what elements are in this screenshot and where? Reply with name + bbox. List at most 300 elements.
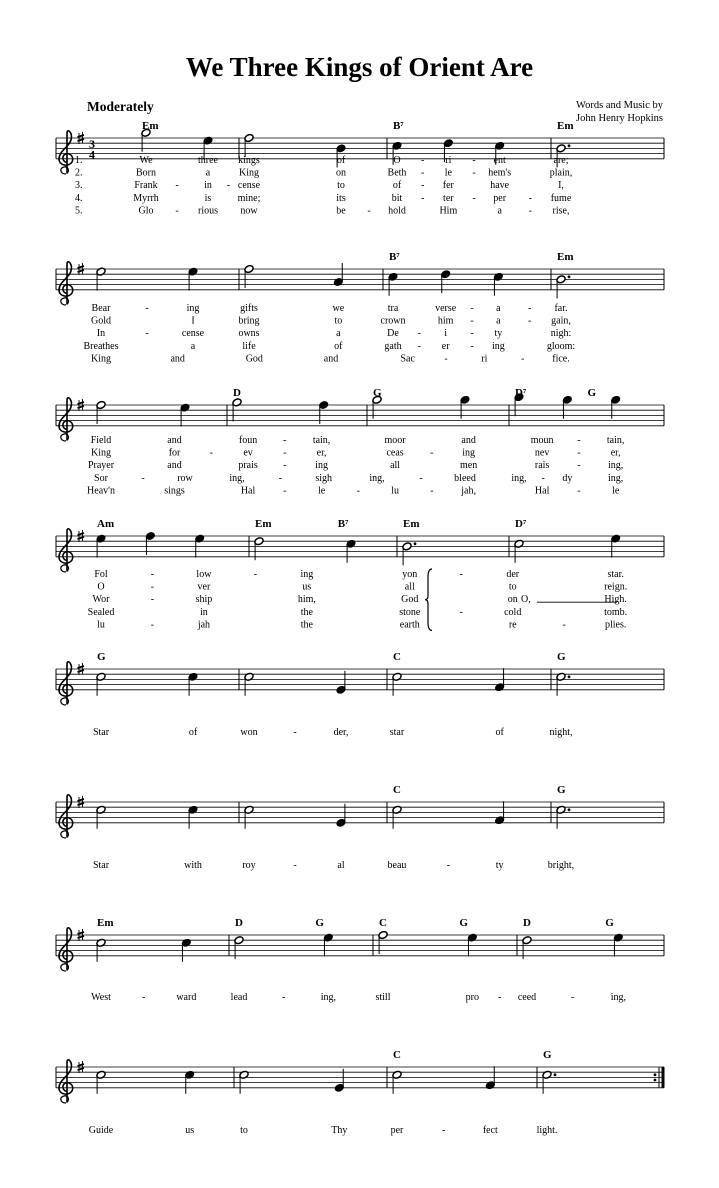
dot [554,1073,557,1076]
note [346,539,356,563]
lyric-syllable: rais [534,460,550,472]
staff-system [56,784,664,871]
chord-symbol: G [373,387,382,399]
chord-symbol: Em [557,251,574,263]
chord-symbol: B⁷ [337,518,349,530]
staff-system [56,387,664,496]
lyric-syllable: bit [391,192,403,204]
lyric-syllable: bright, [547,860,575,871]
note [232,398,242,422]
lyric-syllable: a [497,205,502,217]
lyric-hyphen: - [570,992,575,1003]
lyric-syllable: moor [384,435,406,446]
lyric-syllable: bring [238,315,260,327]
note [181,938,191,962]
lyric-syllable: ty [494,328,503,340]
note [96,672,106,696]
lyric-syllable: King [239,167,259,179]
lyric-syllable: King [91,353,111,365]
sharp-bar [78,799,85,801]
lyric-syllable: ing, [511,472,527,484]
sharp-bar [78,533,85,535]
lyric-syllable: rious [198,205,218,217]
staff-system [56,251,664,364]
lyric-hyphen: - [145,328,149,340]
lyric-syllable: won [240,727,258,738]
lyric-syllable: Star [92,860,110,871]
note [244,672,254,696]
chord-symbol: B⁷ [389,251,400,263]
lyric-syllable: sings [164,485,185,497]
lyric-syllable: of [188,727,198,738]
lyric-syllable: ing [186,303,200,314]
lyric-hyphen: - [419,472,423,484]
repeat-dot [654,1073,657,1076]
lyric-syllable: nev [534,447,550,459]
chord-symbol: D [235,917,243,929]
lyric-syllable: mine; [237,192,261,204]
lyric-hyphen: - [145,303,149,314]
staff-system [56,651,664,738]
lyric-syllable: Hal [240,485,256,497]
lyric-hyphen: - [470,315,474,327]
chord-symbol: Em [97,917,114,929]
lyric-syllable: le [444,167,452,179]
chord-symbol: D⁷ [515,387,527,399]
note [96,534,106,558]
lyric-syllable: le [317,485,326,497]
lyric-syllable: O [97,581,105,593]
lyric-syllable: De [387,328,399,340]
lyric-hyphen: - [577,447,581,459]
lyric-syllable: pro [465,992,480,1003]
lyric-syllable: We [139,155,153,166]
lyric-syllable: be [336,205,346,217]
sharp-bar [78,135,85,137]
lyric-syllable: in [200,606,208,618]
lyric-hyphen: - [175,180,179,192]
lyric-syllable: on [336,167,346,179]
note [188,672,198,696]
lyric-syllable: In [96,328,106,340]
verse-number: 1. [75,155,83,166]
lyric-syllable: cold [504,606,522,618]
lyric-hyphen: - [150,594,155,606]
lyric-syllable: we [332,303,345,314]
lyric-syllable: Born [136,167,156,179]
note [467,933,477,957]
chord-symbol: Em [557,120,574,132]
lyric-syllable: to [240,1125,248,1136]
time-sig-bottom: 4 [89,147,95,162]
chord-symbol: G [543,1049,552,1061]
lyric-syllable: Fol [94,569,108,580]
lyric-hyphen: - [150,581,155,593]
chord-symbol: G [557,651,566,663]
lyric-syllable: nigh: [550,328,572,340]
lyric-syllable: Gold [91,315,111,327]
lyric-hyphen: - [226,180,231,192]
lyric-syllable: in [204,180,212,192]
lyric-hyphen: - [441,1125,446,1136]
lyric-syllable: earth [399,619,420,631]
lyric-hyphen: - [430,485,434,497]
lyric-hyphen: - [141,472,145,484]
lyric-syllable: cense [237,180,261,192]
lyric-syllable: King [91,447,111,459]
time-sig-top: 3 [89,137,95,151]
lyric-syllable: Myrrh [133,192,159,204]
lyric-syllable: West [91,992,111,1003]
lyric-syllable: fer [442,180,454,192]
lyric-syllable: of [495,727,504,738]
lyric-syllable: to [337,180,345,192]
final-barline [662,1067,665,1088]
lyric-syllable: gath [384,340,402,352]
lyric-syllable: tain, [606,435,625,446]
dot [568,275,571,278]
lyric-syllable: Star [92,727,110,738]
note [194,534,204,558]
lyric-syllable: us [185,1125,195,1136]
lyric-syllable: ing, [608,472,624,484]
lyric-syllable: to [334,315,343,327]
lyric-syllable: row [177,472,193,484]
lyric-syllable: God [245,353,263,365]
lyric-syllable: gain, [551,315,571,327]
lyric-syllable: life [242,340,256,352]
lyric-syllable: night, [549,727,573,738]
lyric-syllable: Sor [94,472,108,484]
repeat-dot [654,1079,657,1082]
lyric-syllable: er, [610,447,621,459]
note [323,933,333,957]
lyric-syllable: ceed [517,992,537,1003]
lyric-syllable: him, [297,594,316,606]
note [388,272,398,296]
chord-symbol: D [233,387,241,399]
lyric-syllable: ver [197,581,211,593]
chord-symbol: B⁷ [393,120,404,132]
chord-symbol: G [605,917,614,929]
chord-symbol: Em [403,518,420,530]
song-title: We Three Kings of Orient Are [185,52,534,82]
lyric-syllable: ri [445,155,452,166]
lyric-hyphen: - [528,205,533,217]
lyric-syllable: fect [482,1125,498,1136]
dot [414,542,417,545]
lyric-syllable: sigh [315,472,333,484]
lyric-syllable: us [302,581,312,593]
lyric-syllable: Sac [400,353,415,365]
lyric-hyphen: - [150,619,155,631]
lyric-syllable: fume [550,192,572,204]
lyric-syllable: of [392,180,402,192]
lyric-syllable: its [336,192,346,204]
lyric-syllable: yon [402,569,418,580]
lyric-syllable: ter [443,192,454,204]
lyric-syllable: have [490,180,510,192]
lyric-hyphen: - [472,192,476,204]
lyric-syllable: High. [604,594,627,606]
chord-symbol: G [557,784,566,796]
lyric-syllable: ent [493,155,506,166]
lyric-syllable: reign. [604,581,628,593]
verse-number: 2. [75,167,83,179]
lyric-hyphen: - [577,460,581,472]
lyric-syllable: with [184,860,202,871]
lyric-syllable: lu [97,619,105,631]
lyric-syllable: er, [316,447,327,459]
lyric-syllable: of [334,340,343,352]
lyric-hyphen: - [446,860,451,871]
lyric-syllable: roy [242,860,256,871]
lyric-hyphen: - [459,606,463,618]
lyric-syllable: ing [315,460,328,472]
lyric-syllable: ing [462,447,476,459]
lyric-hyphen: - [283,447,287,459]
chord-symbol: Am [97,518,115,530]
lyric-syllable: ing, [610,992,626,1003]
lyric-hyphen: - [367,205,371,217]
chord-symbol: C [393,651,401,663]
staff-system [56,518,664,630]
lyric-hyphen: - [175,205,179,217]
lyric-syllable: to [508,581,517,593]
lyric-syllable: bleed [454,472,476,484]
lyric-syllable: jah, [461,485,476,497]
lyric-hyphen: - [520,353,525,365]
note [494,668,504,692]
lyric-hyphen: - [541,472,545,484]
lyric-syllable: a [336,328,341,340]
note [239,1070,249,1094]
lyric-syllable: star. [607,569,624,580]
lyric-syllable: per [390,1125,404,1136]
sharp-bar [78,1064,85,1066]
lyric-syllable: the [300,606,313,618]
dot [568,144,571,147]
lyric-hyphen: - [528,192,533,204]
lyric-hyphen: - [283,435,287,446]
note [96,267,106,291]
lyric-hyphen: - [281,992,286,1003]
lyric-syllable: Field [90,435,112,446]
tempo-marking: Moderately [87,99,154,114]
lyric-hyphen: - [209,447,213,459]
lyric-syllable: low [196,569,212,580]
lyric-syllable: al [337,860,345,871]
lyric-syllable: Frank [134,180,158,192]
sharp-bar [78,932,85,934]
lyric-hyphen: - [253,569,258,580]
lyric-syllable: a [496,315,501,327]
note [542,1070,557,1094]
lyric-hyphen: - [577,485,581,497]
lyric-syllable: on [507,594,518,606]
verse-bracket [425,569,432,630]
verse-number: 4. [75,192,83,204]
lyric-hyphen: - [417,340,422,352]
chord-symbol: Em [142,120,159,132]
lyric-hyphen: - [420,192,425,204]
lyric-syllable: ceas [386,447,404,459]
note [392,672,402,696]
sharp-bar [78,406,85,408]
lyric-syllable: moun [530,435,554,446]
sharp-bar [78,670,85,672]
note [494,801,504,825]
lyric-syllable: ing [491,340,505,352]
lyric-syllable: is [204,192,212,204]
note [556,672,571,696]
lyric-syllable: crown [380,315,406,327]
lyric-syllable: hem's [488,167,512,179]
lyric-syllable: er [441,340,450,352]
lyric-syllable: the [300,619,313,631]
lyric-hyphen: - [459,569,463,580]
note [402,542,417,566]
lyric-syllable: ing, [369,472,385,484]
lyric-syllable: dy [562,472,573,484]
refrain-word: O, [521,594,531,606]
lyric-hyphen: - [150,569,155,580]
lyric-syllable: Guide [88,1125,114,1136]
sharp-bar [78,402,85,404]
lyric-hyphen: - [472,167,476,179]
sharp-bar [78,936,85,938]
lyric-syllable: per [493,192,507,204]
lyric-syllable: Beth [387,167,407,179]
lyric-syllable: I [191,315,195,327]
lyric-syllable: a [496,303,501,314]
sharp-bar [78,537,85,539]
staff-system [56,120,664,216]
chord-symbol: G [459,917,468,929]
lyric-syllable: ty [495,860,504,871]
lyric-syllable: far. [554,303,568,314]
note [514,539,524,563]
note [96,938,106,962]
lyric-syllable: lu [391,485,399,497]
lyric-syllable: all [390,460,401,472]
lyric-hyphen: - [470,340,474,352]
lyric-syllable: star [389,727,405,738]
lyric-syllable: a [205,167,211,179]
note [333,263,343,287]
chord-symbol: C [393,1049,401,1061]
note [556,805,571,829]
lyric-hyphen: - [420,155,425,166]
verse-number: 3. [75,180,83,192]
lyric-syllable: hold [388,205,406,217]
lyric-syllable: verse [435,303,457,314]
chord-symbol: D [523,917,531,929]
lyric-hyphen: - [278,472,283,484]
lyric-syllable: fice. [552,353,570,365]
lyric-syllable: tain, [312,435,331,446]
lyric-hyphen: - [141,992,146,1003]
lyric-hyphen: - [430,447,434,459]
lyric-syllable: ev [243,447,253,459]
note [613,933,623,957]
lyric-syllable: rise, [552,205,570,217]
lyric-syllable: ing [300,569,314,580]
lyric-syllable: O [393,155,401,166]
lyric-syllable: ri [481,353,488,365]
chord-symbol: C [393,784,401,796]
note [392,1070,402,1094]
lyric-syllable: cense [181,328,205,340]
note [188,267,198,291]
chord-symbol: G [97,651,106,663]
note [180,403,190,427]
lyric-syllable: tomb. [604,606,628,618]
lyric-syllable: God [401,594,419,606]
lyric-syllable: Heav'n [87,485,115,497]
note [96,805,106,829]
lyric-syllable: Thy [331,1125,348,1136]
note [188,805,198,829]
sharp-bar [78,266,85,268]
time-signature [89,137,95,162]
lyric-syllable: three [198,155,218,166]
sharp-bar [78,1068,85,1070]
note [96,1070,106,1094]
lyric-hyphen: - [417,328,422,340]
lyric-syllable: ing, [229,472,245,484]
lyric-syllable: der, [333,727,349,738]
lyric-syllable: now [240,205,258,217]
lyric-syllable: tra [387,303,399,314]
chord-symbol: G [587,387,597,399]
lyric-syllable: le [612,485,620,497]
note [392,805,402,829]
sharp-bar [78,803,85,805]
credit-line-1: Words and Music by [576,100,663,111]
lyric-syllable: Him [439,205,458,217]
staff-system [56,917,664,1003]
note [493,272,503,296]
lyric-syllable: and [167,460,182,472]
lyric-syllable: all [404,581,415,593]
note [556,275,571,299]
lyric-syllable: plain, [549,167,573,179]
lyric-syllable: foun [238,435,258,446]
credit-line-2: John Henry Hopkins [576,113,663,124]
sharp-bar [78,139,85,141]
note [244,805,254,829]
lyric-syllable: of [336,155,346,166]
lyric-syllable: Bear [91,303,111,314]
dot [568,808,571,811]
dot [568,675,571,678]
lyric-hyphen: - [356,485,361,497]
lyric-syllable: ing, [608,460,624,472]
lyric-hyphen: - [577,435,581,446]
chord-symbol: C [379,917,387,929]
lyric-hyphen: - [527,303,532,314]
chord-symbol: G [315,917,324,929]
note [485,1066,495,1090]
lyric-hyphen: - [293,860,297,871]
lyric-syllable: plies. [604,619,627,631]
note [610,534,620,558]
lyric-syllable: kings [238,155,260,166]
lyric-syllable: and [461,435,476,446]
lyric-syllable: gifts [240,303,258,314]
lyric-syllable: and [323,353,339,365]
